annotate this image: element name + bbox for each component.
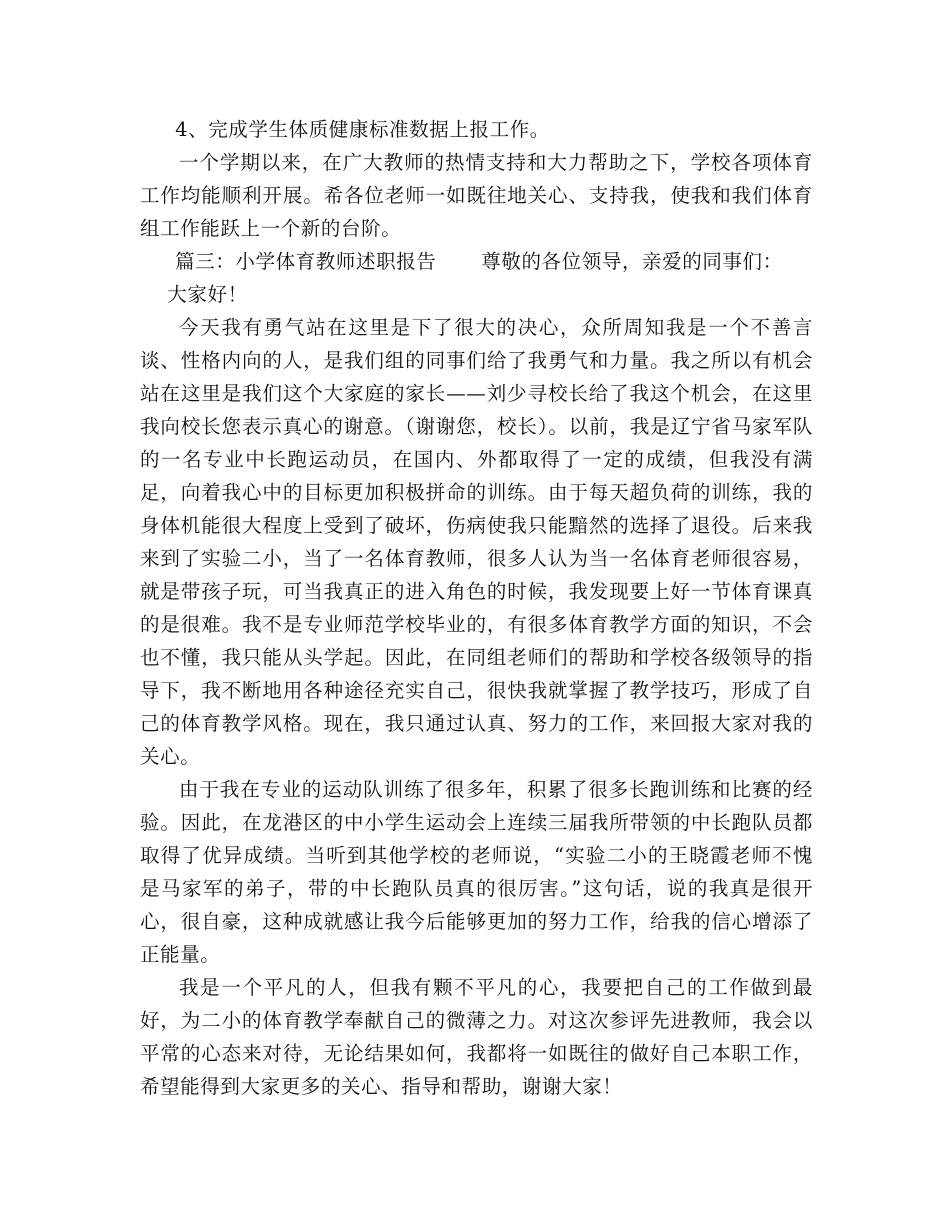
paragraph-body-3: 我是一个平凡的人，但我有颗不平凡的心，我要把自己的工作做到最好，为二小的体育教学奉献自己的微薄之力。对这次参评先进教师，我会以平常的心态来对待，无论结果如何，我都将一如既往的做好自己本职工作，希望能得到大家更多的关心、指导和帮助，谢谢大家！ <box>140 976 813 1098</box>
paragraph-body-2: 由于我在专业的运动队训练了很多年，积累了很多长跑训练和比赛的经验。因此，在龙港区的中小学生运动会上连续三届我所带领的中长跑队员都取得了优异成绩。当听到其他学校的老师说，“实验二小的王晓霞老师不愧是马家军的弟子，带的中长跑队员真的很厉害。”这句话，说的我真是很开心，很自豪，这种成就感让我今后能够更加的努力工作，给我的信心增添了正能量。 <box>140 778 813 966</box>
paragraph-semester-summary: 一个学期以来，在广大教师的热情支持和大力帮助之下，学校各项体育工作均能顺利开展。希各位老师一如既往地关心、支持我，使我和我们体育组工作能跃上一个新的台阶。 <box>140 151 813 240</box>
section-title: 篇三：小学体育教师述职报告 <box>175 250 437 273</box>
salutation: 尊敬的各位领导，亲爱的同事们： <box>481 250 783 273</box>
paragraph-body-1: 今天我有勇气站在这里是下了很大的决心，众所周知我是一个不善言谈、性格内向的人，是我们组的同事们给了我勇气和力量。我之所以有机会站在这里是我们这个大家庭的家长——刘少寻校长给了我这个机会，在这里我向校长您表示真心的谢意。（谢谢您，校长）。以前，我是辽宁省马家军队的一名专业中长跑运动员，在国内、外都取得了一定的成绩，但我没有满足，向着我心中的目标更加积极拼命的训练。由于每天超负荷的训练，我的身体机能很大程度上受到了破坏，伤病使我只能黯然的选择了退役。后来我来到了实验二小，当了一名体育教师，很多人认为当一名体育老师很容易，就是带孩子玩，可当我真正的进入角色的时候，我发现要上好一节体育课真的是很难。我不是专业师范学校毕业的，有很多体育教学方面的知识，不会也不懂，我只能从头学起。因此，在同组老师们的帮助和学校各级领导的指导下，我不断地用各种途径充实自己，很快我就掌握了教学技巧，形成了自己的体育教学风格。现在，我只通过认真、努力的工作，来回报大家对我的关心。 <box>140 316 813 768</box>
paragraph-item-4: 4、完成学生体质健康标准数据上报工作。 <box>175 118 550 141</box>
section-heading <box>140 245 813 278</box>
greeting: 大家好！ <box>167 283 248 306</box>
document-body <box>140 113 813 1103</box>
